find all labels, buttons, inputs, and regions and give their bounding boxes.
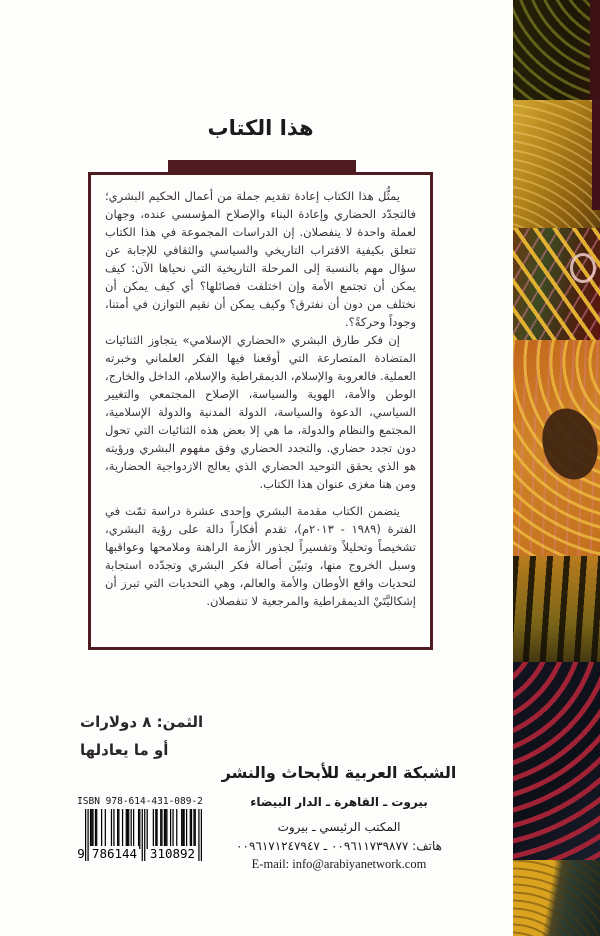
publisher-block [213,762,465,872]
artwork-section-dark-stripes [513,556,600,668]
artwork-section-lattice [513,228,600,340]
artwork-section-dark-arcs [513,0,600,112]
barcode-digits-group2: 310892 [149,846,196,861]
price-line-2: أو ما يعادلها [80,741,169,759]
artwork-dark-blob [535,402,600,486]
about-paragraph-2: إن فكر طارق البشري «الحضاري الإسلامي» يتجاوز الثنائيات المتضادة المتصارعة التي أوقعنا فيها الفكر العلماني وخبرته العملية. فالعروبة والإسلام، الديمقراطية والإسلام، الداخل والخارج، الوطن والأمة، الهوية والسياسة، الإصلاح المجتمعي والتغيير السياسي، الدعوة والسياسة، الدولة المدنية والدولة الإسلامية، المجتمع والنظام والدولة، ما هي إلا بعض هذه الثنائيات التي تحول دون تجدد حضاري. والتجدد الحضاري وفق مفهوم البشري ورؤيته هو الذي يحقق التوحيد الحضاري الذي يعالج الازدواجية الحضارية، ومن هنا مغزى عنوان هذا الكتاب. [105,333,416,491]
artwork-section-gold-fabric [513,100,600,232]
page-title: هذا الكتاب [207,116,314,140]
barcode-first-digit: 9 [77,846,85,861]
artwork-section-red-curves [513,662,600,874]
isbn-barcode [75,796,205,868]
barcode-digits-group1: 786144 [91,846,138,861]
publisher-phone: هاتف: ٠٠٩٦١١٧٣٩٨٧٧ ـ ٠٠٩٦١٧١٢٤٧٩٤٧ [236,839,442,853]
price-line-1: الثمن: ٨ دولارات [80,713,204,731]
publisher-cities: بيروت ـ القاهرة ـ الدار البيضاء [250,795,428,809]
price-block [80,708,210,764]
about-book-box [88,172,433,650]
artwork-ring-motif [570,253,596,283]
publisher-email: E-mail: info@arabiyanetwork.com [251,857,427,871]
publisher-office: المكتب الرئيسي ـ بيروت [277,820,401,834]
publisher-name: الشبكة العربية للأبحاث والنشر [221,763,457,782]
about-paragraph-3: يتضمن الكتاب مقدمة البشري وإحدى عشرة دراسة تمّت في الفترة (١٩٨٩ - ٢٠١٣م)، تقدم أفكاراً دالة على رؤية البشري، تشخيصاً وتحليلاً وتفسيراً لجذور الأزمة الراهنة وملامحها وعواقبها وسبل الخروج منها، وتبيّن أصالة فكر البشري وتجدّده استجابة لتحديات واقع الأوطان والأمة والعالم، وهي التحديات التي تبرز أن إشكاليَّتَيْ الديمقراطية والمرجعية لا تنفصلان. [105,504,417,608]
artwork-section-orange-arcs [513,340,600,562]
about-paragraph-1: يمثُّل هذا الكتاب إعادة تقديم جملة من أعمال الحكيم البشري؛ فالتجدّد الحضاري وإعادة البناء والإصلاح المؤسسي عنده، وجهان لعملة واحدة لا ينفصلان. إن الدراسات المجموعة في هذا الكتاب تتعلق بكيفية الاقتراب التاريخي والسياسي والثقافي للإجابة عن سؤال مهم بالنسبة إلى المرحلة التاريخية التي نحياها الآن: كيف يمكن أن تجتمع الأمة وإن اختلفت فصائلها؟ أي كيف يمكن أن نختلف من دون أن نفترق؟ وكيف يمكن أن نقيم التوازن في أمتنا، وجوداً وحركةً؟. [105,189,416,329]
cover-artwork-strip [513,0,600,936]
artwork-section-gold-teal [513,860,600,936]
isbn-label: ISBN 978-614-431-089-2 [77,796,203,807]
